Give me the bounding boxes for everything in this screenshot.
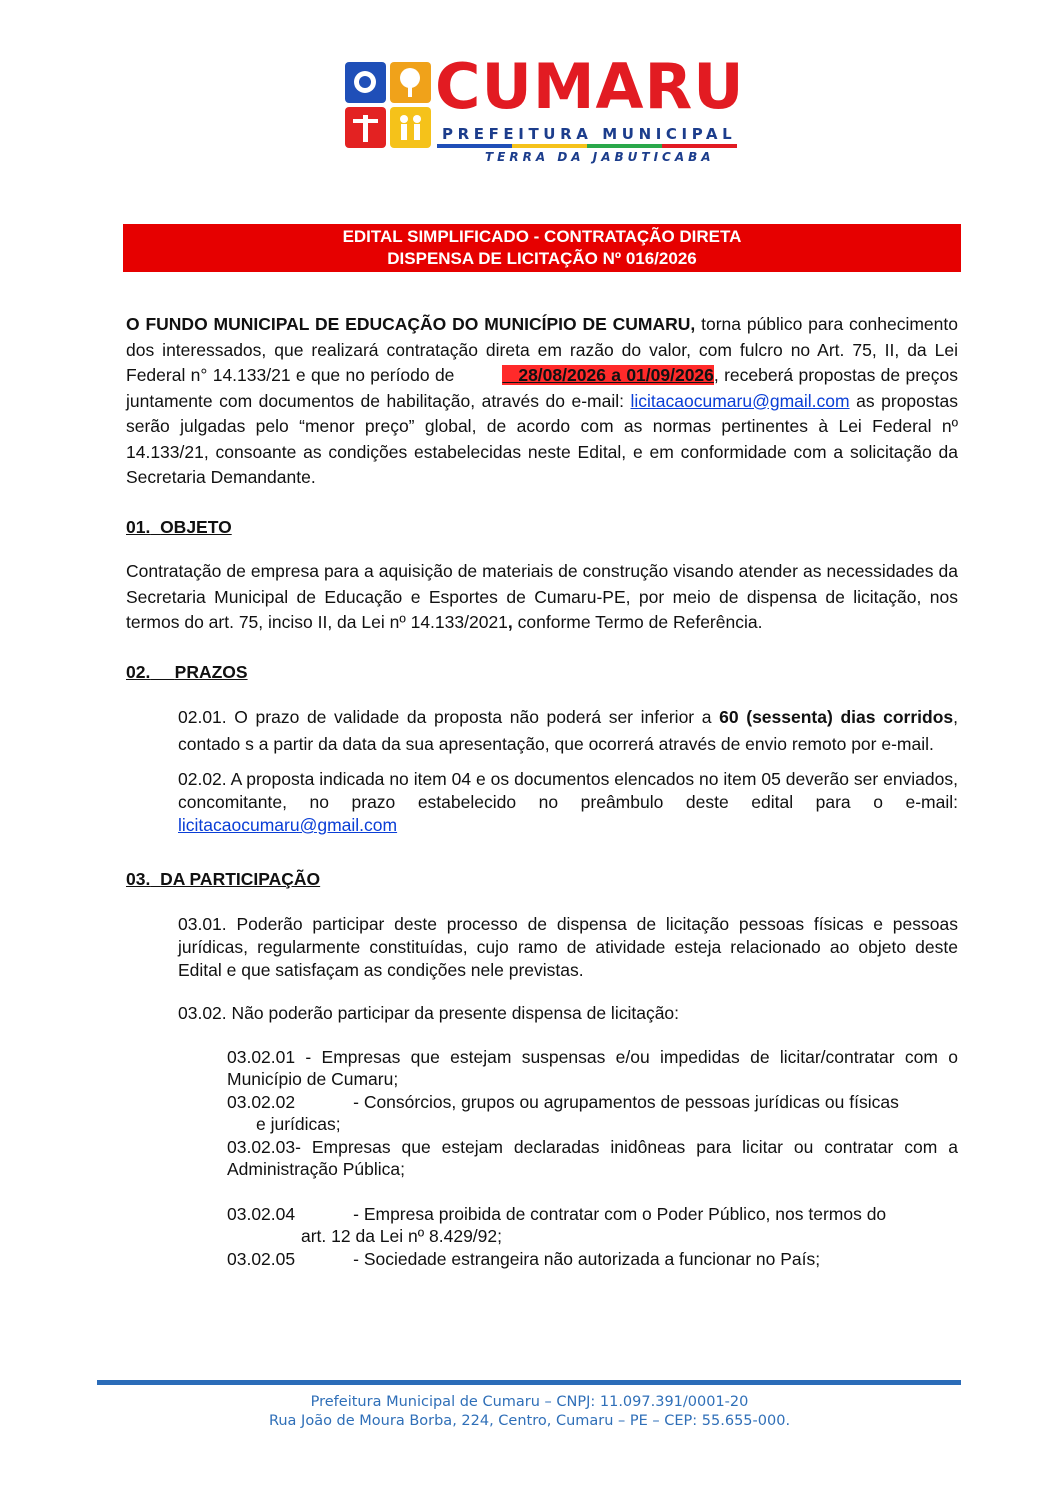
tree-icon xyxy=(390,62,431,103)
item-03-01: 03.01. Poderão participar deste processo de dispensa de licitação pessoas físicas e pessoas jurídicas, regularmente constituídas, cujo ramo de atividade esteja relacionado ao objeto deste Edital e que satisfaçam as condições nele previstas. xyxy=(178,913,958,980)
item-02-01: 02.01. O prazo de validade da proposta não poderá ser inferior a 60 (sessenta) dias corridos, contado s a partir da data da sua apresentação, que ocorrerá através de envio remoto por e-mail. xyxy=(178,707,958,754)
item-03-02-05: 03.02.05 - Sociedade estrangeira não autorizada a funcionar no País; xyxy=(227,1248,821,1269)
footer-divider xyxy=(97,1380,961,1385)
email-link-2[interactable]: licitacaocumaru@gmail.com xyxy=(178,815,398,835)
logo-stripe xyxy=(437,144,737,148)
document-title-banner xyxy=(123,224,961,272)
section-03-heading: 03. DA PARTICIPAÇÃO xyxy=(126,869,321,889)
municipal-logo xyxy=(345,50,745,170)
intro-paragraph: O FUNDO MUNICIPAL DE EDUCAÇÃO DO MUNICÍPIO DE CUMARU, torna público para conhecimento dos interessados, que realizará contratação direta em razão do valor, com fulcro no Art. 75, II, da Lei Federal n° 14.133/21 e que no período de 28/08/2026 a 01/09/2026, receberá propostas de preços juntamente com documentos de habilitação, através do e-mail: licitacaocumaru@gmail.com as propostas serão julgadas pelo “menor preço” global, de acordo com as normas pertinentes à Lei Federal nº 14.133/21, consoante as condições estabelecidas neste Edital, e em conformidade com a solicitação da Secretaria Demandante. xyxy=(126,314,958,487)
footer-line-2: Rua João de Moura Borba, 224, Centro, Cumaru – PE – CEP: 55.655-000. xyxy=(268,1413,791,1429)
section-02-heading: 02. PRAZOS xyxy=(126,661,248,682)
item-03-02-02-cont: e jurídicas; xyxy=(256,1114,341,1134)
item-03-02-03: 03.02.03- Empresas que estejam declaradas inidôneas para licitar ou contratar com a Administração Pública; xyxy=(227,1136,958,1179)
item-03-02-04-cont: art. 12 da Lei nº 8.429/92; xyxy=(301,1226,502,1246)
item-03-02-01: 03.02.01 - Empresas que estejam suspensas e/ou impedidas de licitar/contratar com o Município de Cumaru; xyxy=(227,1046,958,1089)
submission-period: 28/08/2026 a 01/09/2026 xyxy=(502,365,714,385)
title-line-2: DISPENSA DE LICITAÇÃO Nº 016/2026 xyxy=(387,249,697,268)
document-body xyxy=(126,312,958,1270)
logo-subtitle: PREFEITURA MUNICIPAL xyxy=(442,125,737,143)
footer xyxy=(0,1393,1059,1431)
title-line-1: EDITAL SIMPLIFICADO - CONTRATAÇÃO DIRETA xyxy=(342,227,742,246)
item-03-02: 03.02. Não poderão participar da presente dispensa de licitação: xyxy=(178,1002,680,1023)
item-03-02-04: 03.02.04 - Empresa proibida de contratar com o Poder Público, nos termos do xyxy=(227,1203,887,1224)
logo-tagline: TERRA DA JABUTICABA xyxy=(485,150,715,164)
item-03-02-02: 03.02.02 - Consórcios, grupos ou agrupamentos de pessoas jurídicas ou físicas xyxy=(227,1091,899,1112)
section-01-text: Contratação de empresa para a aquisição de materiais de construção visando atender as necessidades da Secretaria Municipal de Educação e Esportes de Cumaru-PE, por meio de dispensa de licitação, nos termos do art. 75, inciso II, da Lei nº 14.133/2021, conforme Termo de Referência. xyxy=(126,561,958,632)
coat-of-arms-icon xyxy=(345,62,386,103)
item-02-02: 02.02. A proposta indicada no item 04 e os documentos elencados no item 05 deverão ser enviados, concomitante, no prazo estabelecido no preâmbulo deste edital para o e-mail: licitacaocumaru@gmail.com xyxy=(178,769,958,835)
logo-emblem-icon xyxy=(345,62,431,150)
section-01-heading: 01. OBJETO xyxy=(126,516,232,537)
footer-line-1: Prefeitura Municipal de Cumaru – CNPJ: 11.097.391/0001-20 xyxy=(310,1394,749,1410)
issuing-entity: O FUNDO MUNICIPAL DE EDUCAÇÃO DO MUNICÍPIO DE CUMARU, xyxy=(126,314,696,334)
logo-name: CUMARU xyxy=(435,50,745,123)
christ-statue-icon xyxy=(345,107,386,148)
email-link[interactable]: licitacaocumaru@gmail.com xyxy=(630,390,850,411)
children-icon xyxy=(390,107,431,148)
